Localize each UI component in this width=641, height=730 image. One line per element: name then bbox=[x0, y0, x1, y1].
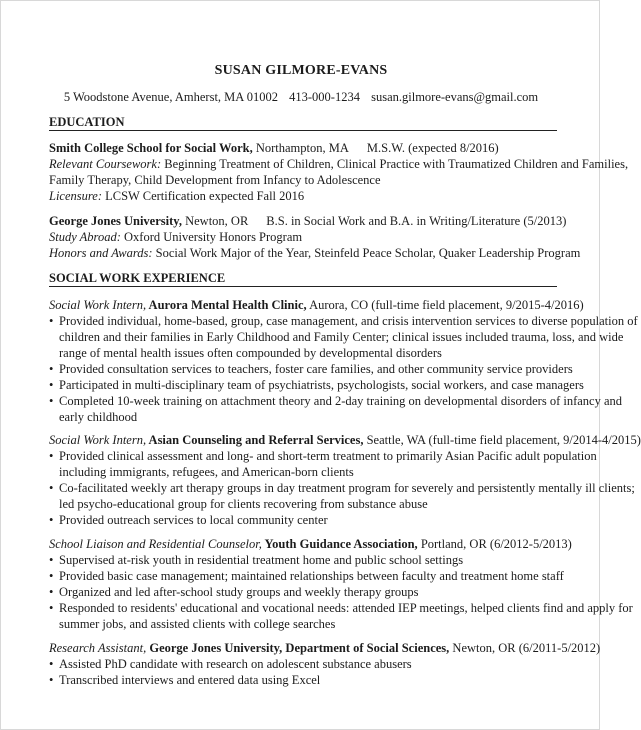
honors-line bbox=[49, 245, 580, 261]
honors-label: Honors and Awards: bbox=[49, 246, 153, 260]
bullet-icon: • bbox=[49, 673, 54, 687]
job3-details: Portland, OR (6/2012-5/2013) bbox=[417, 537, 572, 551]
gju-line bbox=[49, 213, 566, 229]
gju-degree: B.S. in Social Work and B.A. in Writing/Literature (5/2013) bbox=[266, 214, 567, 228]
smith-line bbox=[49, 140, 499, 156]
study-abroad-label: Study Abroad: bbox=[49, 230, 121, 244]
job3-header bbox=[49, 536, 572, 552]
job2-title: Social Work Intern, bbox=[49, 433, 147, 447]
bullet-icon: • bbox=[49, 601, 54, 615]
job1-title: Social Work Intern, bbox=[49, 298, 147, 312]
job2-header bbox=[49, 432, 641, 448]
list-item-cont: early childhood bbox=[59, 410, 138, 424]
contact-line bbox=[1, 90, 601, 105]
job4-details: Newton, OR (6/2011-5/2012) bbox=[449, 641, 601, 655]
job1-header bbox=[49, 297, 584, 313]
list-item-cont: range of mental health issues often compounded by developmental disorders bbox=[59, 346, 442, 360]
experience-heading: SOCIAL WORK EXPERIENCE bbox=[49, 271, 557, 287]
smith-school: Smith College School for Social Work, bbox=[49, 141, 253, 155]
study-abroad-line bbox=[49, 229, 302, 245]
bullet-icon: • bbox=[49, 657, 54, 671]
licensure-label: Licensure: bbox=[49, 189, 102, 203]
honors-text: Social Work Major of the Year, Steinfeld Peace Scholar, Quaker Leadership Program bbox=[152, 246, 581, 260]
email: susan.gilmore-evans@gmail.com bbox=[371, 90, 539, 104]
smith-degree: M.S.W. (expected 8/2016) bbox=[366, 141, 499, 155]
job3-org: Youth Guidance Association, bbox=[261, 537, 418, 551]
bullet-icon: • bbox=[49, 378, 54, 392]
job2-details: Seattle, WA (full-time field placement, 9/2014-4/2015) bbox=[363, 433, 641, 447]
bullet-icon: • bbox=[49, 314, 54, 328]
job4-header bbox=[49, 640, 600, 656]
bullet-icon: • bbox=[49, 585, 54, 599]
list-item-cont: led psycho-educational group for clients recovering from substance abuse bbox=[59, 497, 428, 511]
job3-title: School Liaison and Residential Counselor, bbox=[49, 537, 262, 551]
address: 5 Woodstone Avenue, Amherst, MA 01002 bbox=[63, 90, 279, 104]
gju-school: George Jones University, bbox=[49, 214, 182, 228]
bullet-icon: • bbox=[49, 569, 54, 583]
bullet-icon: • bbox=[49, 481, 54, 495]
list-item-cont: children and their families in Early Childhood and Family Center; clinical issues included trauma, loss, and wide bbox=[59, 330, 624, 344]
resume-name: SUSAN GILMORE-EVANS bbox=[214, 63, 388, 78]
phone: 413-000-1234 bbox=[289, 90, 360, 104]
job1-org: Aurora Mental Health Clinic, bbox=[146, 298, 307, 312]
bullet-icon: • bbox=[49, 362, 54, 376]
education-heading: EDUCATION bbox=[49, 115, 557, 131]
job4-title: Research Assistant, bbox=[49, 641, 147, 655]
job1-details: Aurora, CO (full-time field placement, 9/2015-4/2016) bbox=[306, 298, 584, 312]
smith-coursework-line bbox=[49, 156, 628, 172]
bullet-icon: • bbox=[49, 513, 54, 527]
bullet-icon: • bbox=[49, 449, 54, 463]
resume-page: SUSAN GILMORE-EVANS 5 Woodstone Avenue, Amherst, MA 01002 413-000-1234 susan.gilmore-evans@gmail.com EDUCATION Smith College School for Social Work, Northampton, MA M.S.W. (expected 8/2016) Relevant Coursework: Beginning Treatment of Children, Clinical Practice with Traumatized Children and Families, Family Therapy, Child Development from Infancy to Adolescence Licensure: LCSW Certification expected Fall 2016 George Jones University, Newton, OR B.S. in Social Work and B.A. in Writing/Literature (5/2013) Study Abroad: Oxford University Honors Program Honors and Awards: Social Work Major of the Year, Steinfeld Peace Scholar, Quaker Leadership Program SOCIAL WORK EXPERIENCE Social Work Intern, Aurora Mental Health Clinic, Aurora, CO (full-time field placement, 9/2015-4/2016) • Provided individual, home-based, group, case management, and crisis intervention services to diverse population of children and their families in Early Childhood and Family Center; clinical issues included trauma, loss, and wide range of mental health issues often compounded by developmental disorders • Provided consultation services to teachers, foster care families, and other community service providers • Participated in multi-disciplinary team of psychiatrists, psychologists, social workers, and case managers • Completed 10-week training on attachment theory and 2-day training on developmental disorders of infancy and early childhood Social Work Intern, Asian Counseling and Referral Services, Seattle, WA (full-time field placement, 9/2014-4/2015) • Provided clinical assessment and long- and short-term treatment to primarily Asian Pacific adult population including immigrants, refugees, and American-born clients • Co-facilitated weekly art therapy groups in day treatment program for severely and persistently mentally ill clients; led psycho-educational group for clients recovering from substance abuse • Provided outreach services to local community center School Liaison and Residential Counselor, Youth Guidance Association, Portland, OR (6/2012-5/2013) • Supervised at-risk youth in residential treatment home and public school settings • Provided basic case management; maintained relationships between faculty and treatment home staff • Organized and led after-school study groups and weekly therapy groups • Responded to residents' educational and vocational needs: attended IEP meetings, helped clients find and apply for summer jobs, and assisted clients with college searches Research Assistant, George Jones University, Department of Social Sciences, Newton, OR (6/2011-5/2012) • Assisted PhD candidate with research on adolescent substance abusers • Transcribed interviews and entered data using Excel bbox=[0, 0, 600, 730]
job2-org: Asian Counseling and Referral Services, bbox=[146, 433, 364, 447]
job4-org: George Jones University, Department of Social Sciences, bbox=[146, 641, 450, 655]
study-abroad-text: Oxford University Honors Program bbox=[120, 230, 303, 244]
list-item-cont: summer jobs, and assisted clients with college searches bbox=[59, 617, 336, 631]
smith-location: Northampton, MA bbox=[252, 141, 349, 155]
bullet-icon: • bbox=[49, 553, 54, 567]
coursework-text: Beginning Treatment of Children, Clinical Practice with Traumatized Children and Families, bbox=[161, 157, 629, 171]
licensure-text: LCSW Certification expected Fall 2016 bbox=[102, 189, 305, 203]
bullet-icon: • bbox=[49, 394, 54, 408]
list-item-cont: including immigrants, refugees, and American-born clients bbox=[59, 465, 354, 479]
coursework-label: Relevant Coursework: bbox=[49, 157, 162, 171]
licensure-line bbox=[49, 188, 304, 204]
gju-location: Newton, OR bbox=[181, 214, 249, 228]
smith-coursework-line-2: Family Therapy, Child Development from Infancy to Adolescence bbox=[49, 173, 381, 187]
